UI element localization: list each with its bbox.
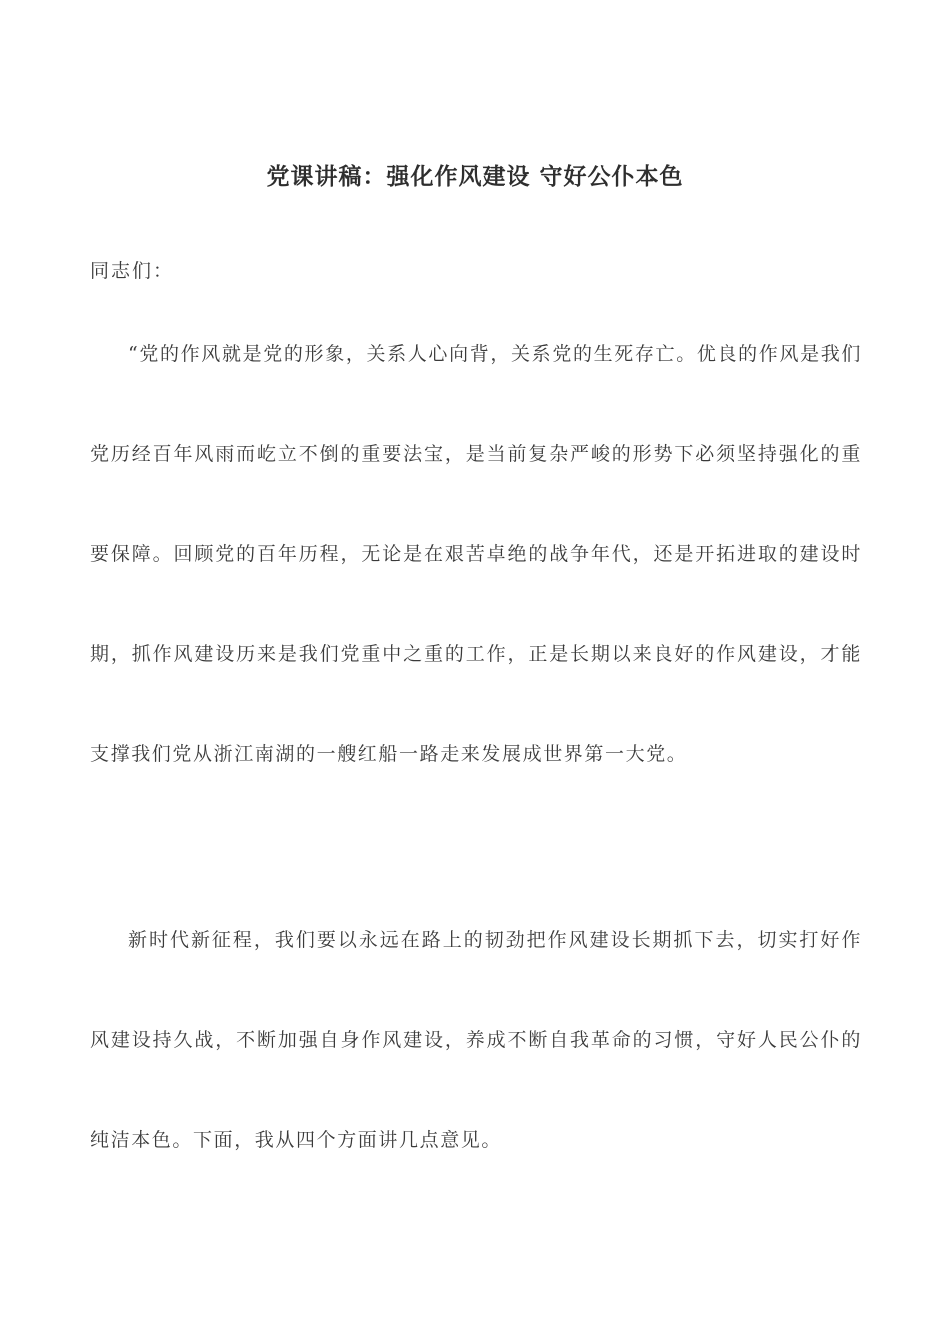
salutation: 同志们： [90,260,175,282]
document-title: 党课讲稿：强化作风建设 守好公仆本色 [266,164,684,190]
paragraph-2: 新时代新征程，我们要以永远在路上的韧劲把作风建设长期抓下去，切实打好作风建设持久战，不断加强自身作风建设，养成不断自我革命的习惯，守好人民公仆的纯洁本色。下面，我从四个方面讲几点意见。 [90,929,862,1151]
paragraph-1: “党的作风就是党的形象，关系人心向背，关系党的生死存亡。优良的作风是我们党历经百年风雨而屹立不倒的重要法宝，是当前复杂严峻的形势下必须坚持强化的重要保障。回顾党的百年历程，无论是在艰苦卓绝的战争年代，还是开拓进取的建设时期，抓作风建设历来是我们党重中之重的工作，正是长期以来良好的作风建设，才能支撑我们党从浙江南湖的一艘红船一路走来发展成世界第一大党。 [90,343,862,765]
